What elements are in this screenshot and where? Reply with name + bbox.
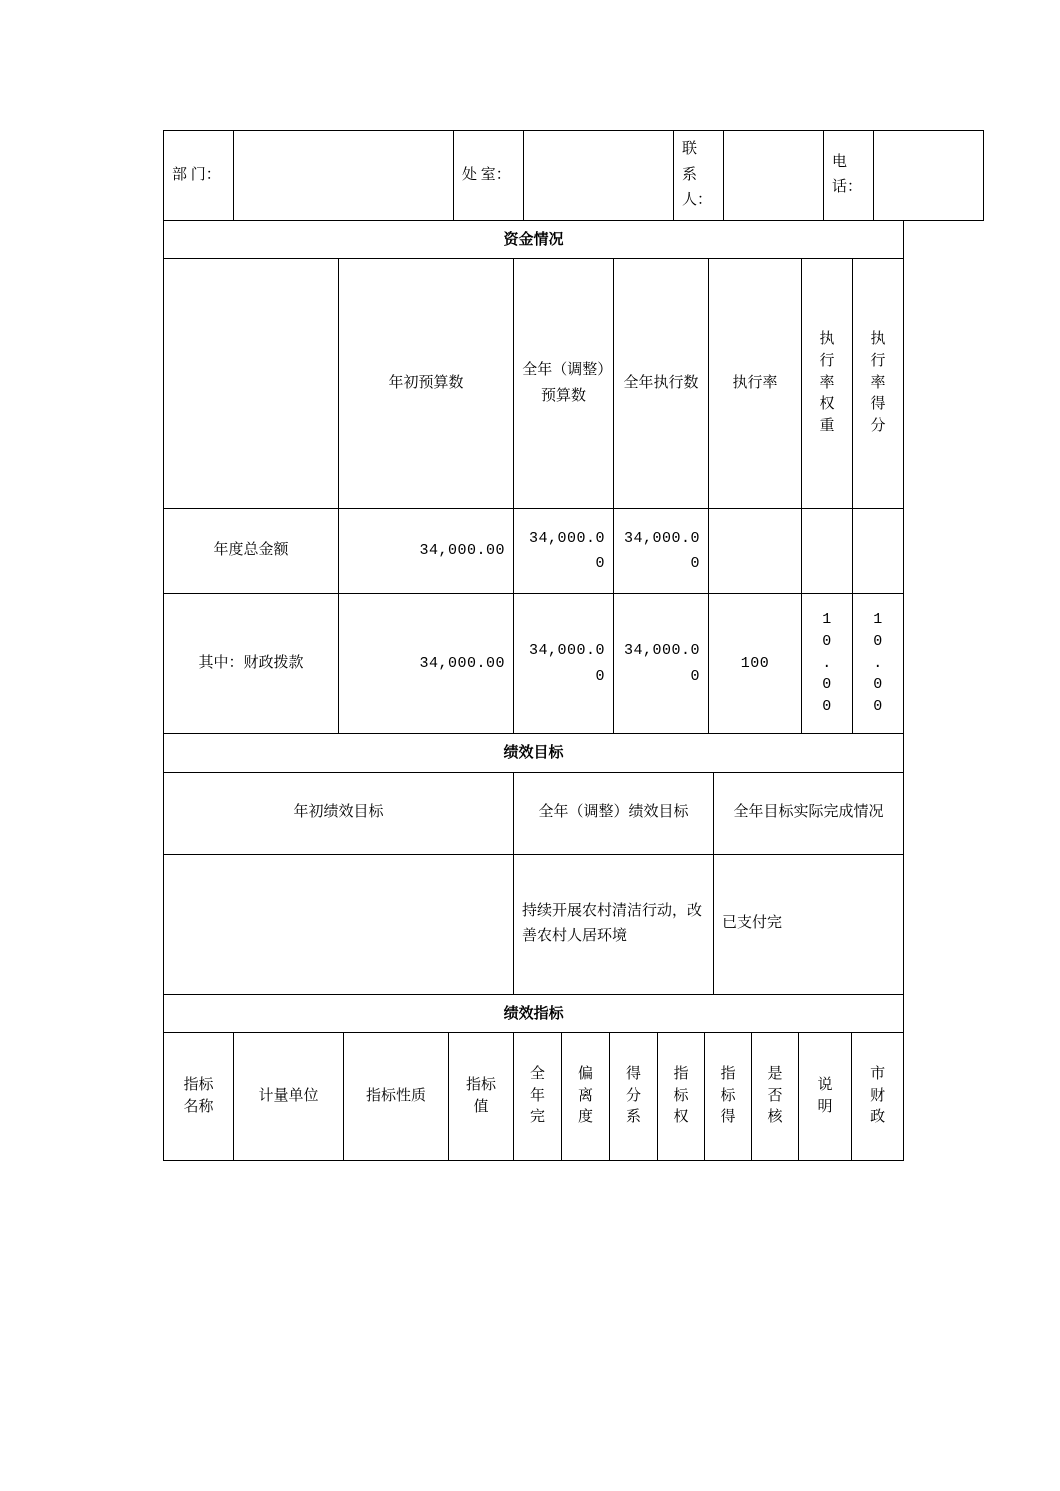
goals-value-actual: 已支付完 [714, 854, 904, 994]
goals-section-title-row [164, 734, 904, 773]
table-row [164, 854, 904, 994]
dept-label: 部 门： [164, 131, 234, 221]
goals-table [163, 733, 904, 995]
contact-value[interactable] [724, 131, 824, 221]
office-label: 处 室： [454, 131, 524, 221]
goals-value-adjusted: 持续开展农村清洁行动，改善农村人居环境 [514, 854, 714, 994]
indicators-table [163, 994, 904, 1162]
funds-section-title: 资金情况 [164, 220, 904, 259]
indicator-col-name: 指标名称 [164, 1033, 234, 1161]
goals-header-row [164, 772, 904, 854]
goals-value-initial [164, 854, 514, 994]
funds-row-adjusted-budget: 34,000.00 [514, 594, 614, 734]
funds-col-annual-execution: 全年执行数 [614, 259, 709, 509]
funds-row-rate-weight [802, 509, 853, 594]
funds-row-initial-budget: 34,000.00 [339, 594, 514, 734]
table-row [164, 131, 984, 221]
indicator-col-unit: 计量单位 [234, 1033, 344, 1161]
indicators-section-title-row [164, 994, 904, 1033]
funds-row-rate-weight: 10.00 [802, 594, 853, 734]
goals-col-initial: 年初绩效目标 [164, 772, 514, 854]
indicators-header-row [164, 1033, 904, 1161]
table-row [164, 594, 904, 734]
office-value[interactable] [524, 131, 674, 221]
goals-col-actual: 全年目标实际完成情况 [714, 772, 904, 854]
funds-table [163, 220, 904, 735]
indicators-section-title: 绩效指标 [164, 994, 904, 1033]
funds-col-execution-rate: 执行率 [709, 259, 802, 509]
funds-row-execution-rate [709, 509, 802, 594]
indicator-col-verified: 是否核 [752, 1033, 799, 1161]
phone-label: 电 话： [824, 131, 874, 221]
funds-row-rate-score [853, 509, 904, 594]
indicator-col-remark: 说明 [799, 1033, 852, 1161]
funds-row-annual-execution: 34,000.00 [614, 509, 709, 594]
funds-row-name: 年度总金额 [164, 509, 339, 594]
header-info-table [163, 130, 984, 221]
indicator-col-score: 指标得 [705, 1033, 752, 1161]
funds-col-rate-weight: 执行率权重 [802, 259, 853, 509]
goals-section-title: 绩效目标 [164, 734, 904, 773]
indicator-col-city-finance: 市财政 [852, 1033, 904, 1161]
phone-value[interactable] [874, 131, 984, 221]
funds-row-initial-budget: 34,000.00 [339, 509, 514, 594]
indicator-col-deviation: 偏离度 [562, 1033, 610, 1161]
funds-section-title-row [164, 220, 904, 259]
table-row [164, 509, 904, 594]
dept-value[interactable] [234, 131, 454, 221]
indicator-col-value: 指标值 [449, 1033, 514, 1161]
indicator-col-weight: 指标权 [658, 1033, 705, 1161]
goals-col-adjusted: 全年（调整）绩效目标 [514, 772, 714, 854]
funds-row-name: 其中：财政拨款 [164, 594, 339, 734]
funds-row-execution-rate: 100 [709, 594, 802, 734]
contact-label: 联 系 人： [674, 131, 724, 221]
funds-col-rate-score: 执行率得分 [853, 259, 904, 509]
funds-row-annual-execution: 34,000.00 [614, 594, 709, 734]
indicator-col-annual-done: 全年完 [514, 1033, 562, 1161]
funds-col-initial-budget: 年初预算数 [339, 259, 514, 509]
funds-header-row [164, 259, 904, 509]
funds-col-adjusted-budget: 全年（调整）预算数 [514, 259, 614, 509]
funds-col-blank [164, 259, 339, 509]
funds-row-adjusted-budget: 34,000.00 [514, 509, 614, 594]
performance-form [163, 130, 903, 1161]
indicator-col-nature: 指标性质 [344, 1033, 449, 1161]
indicator-col-score-coef: 得分系 [610, 1033, 658, 1161]
funds-row-rate-score: 10.00 [853, 594, 904, 734]
